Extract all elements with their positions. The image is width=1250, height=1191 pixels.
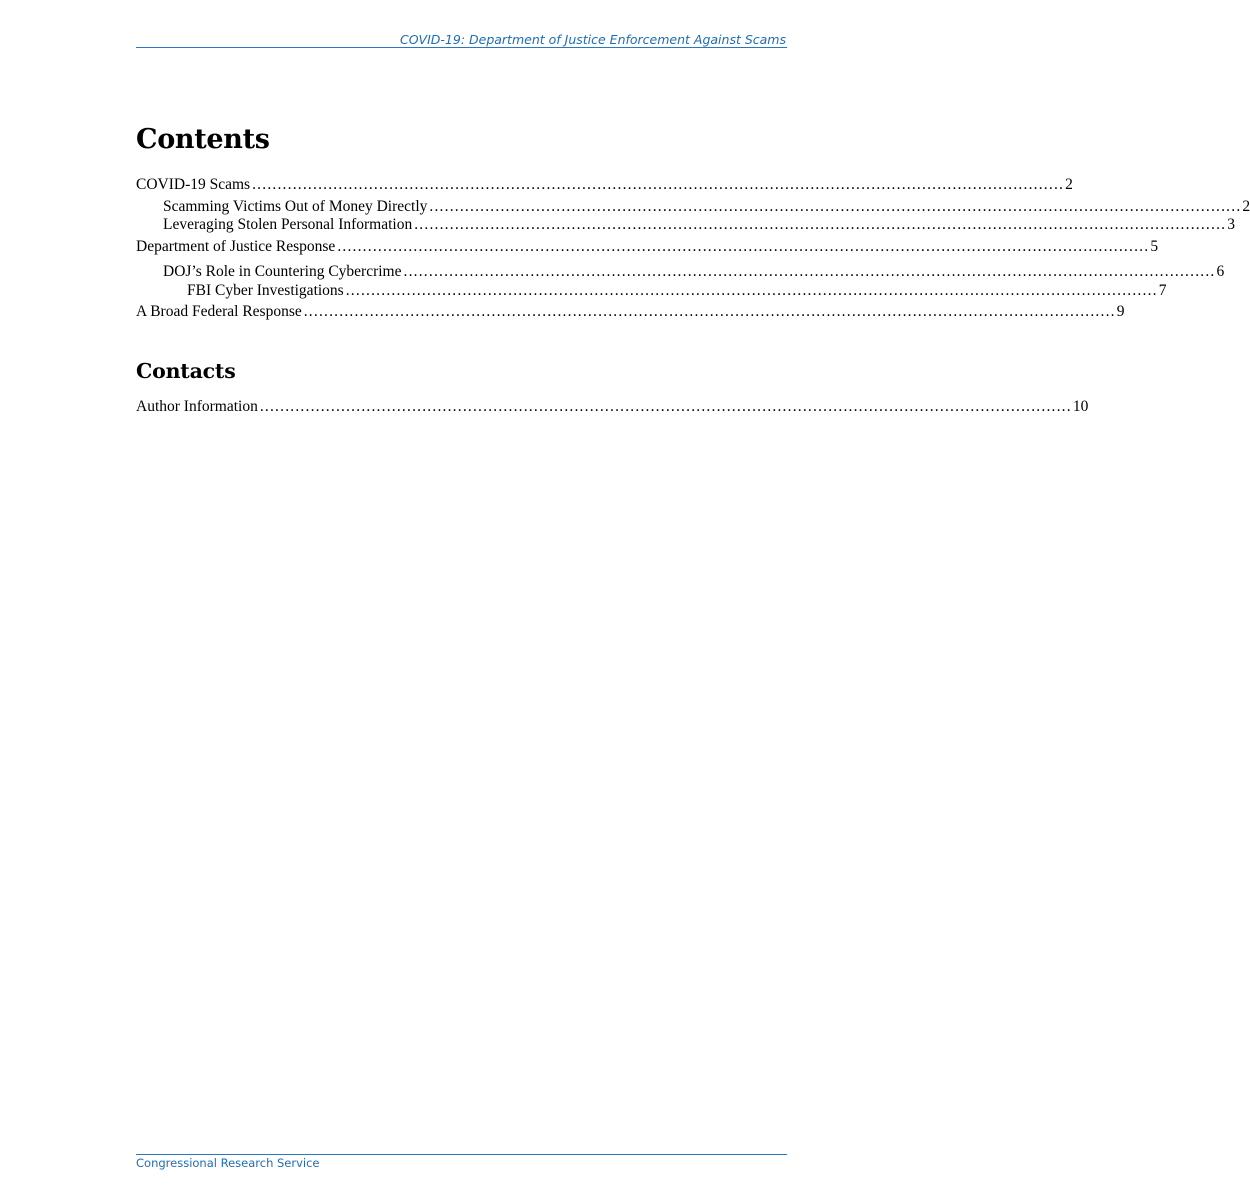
toc-page-number: 7: [1158, 282, 1167, 299]
toc-entry-covid-19-scams[interactable]: [136, 175, 1073, 194]
toc-entry-label: COVID-19 Scams: [136, 176, 251, 193]
toc-entry-author-information[interactable]: [136, 397, 1089, 416]
dot-leader: ................................................................................................................................................................: [403, 263, 1216, 280]
toc-entry-broad-federal-response[interactable]: [136, 302, 1125, 321]
dot-leader: ................................................................................................................................................................: [429, 198, 1242, 215]
dot-leader: ................................................................................................................................................................: [303, 303, 1116, 320]
dot-leader: ................................................................................................................................................................: [337, 238, 1150, 255]
dot-leader: ................................................................................................................................................................: [414, 216, 1227, 233]
running-header: COVID-19: Department of Justice Enforcement Against Scams: [399, 32, 786, 47]
toc-page-number: 6: [1216, 263, 1225, 280]
toc-entry-label: Scamming Victims Out of Money Directly: [163, 198, 428, 215]
toc-entry-label: Author Information: [136, 398, 258, 415]
dot-leader: ................................................................................................................................................................: [259, 398, 1072, 415]
toc-entry-doj-role-cybercrime[interactable]: [136, 262, 1225, 281]
toc-entry-label: A Broad Federal Response: [136, 303, 302, 320]
toc-page-number: 9: [1116, 303, 1125, 320]
toc-entry-label: DOJ’s Role in Countering Cybercrime: [163, 263, 402, 280]
header-rule: [136, 47, 787, 48]
dot-leader: ................................................................................................................................................................: [345, 282, 1158, 299]
toc-page-number: 2: [1242, 198, 1250, 215]
toc-entry-doj-response[interactable]: [136, 237, 1159, 256]
dot-leader: ................................................................................................................................................................: [252, 176, 1065, 193]
toc-entry-leveraging-stolen-info[interactable]: [136, 215, 1235, 234]
footer-publisher: Congressional Research Service: [136, 1156, 320, 1170]
contents-heading: Contents: [136, 124, 270, 155]
toc-entry-label: Leveraging Stolen Personal Information: [163, 216, 413, 233]
toc-entry-label: FBI Cyber Investigations: [187, 282, 344, 299]
toc-page-number: 5: [1150, 238, 1159, 255]
toc-entry-scamming-victims[interactable]: [136, 197, 1250, 216]
contacts-heading: Contacts: [136, 359, 236, 383]
toc-entry-label: Department of Justice Response: [136, 238, 336, 255]
footer-rule: [136, 1154, 787, 1155]
toc-page-number: 10: [1072, 398, 1089, 415]
toc-page-number: 3: [1227, 216, 1235, 233]
toc-page-number: 2: [1065, 176, 1073, 193]
toc-entry-fbi-cyber-investigations[interactable]: [136, 281, 1167, 300]
